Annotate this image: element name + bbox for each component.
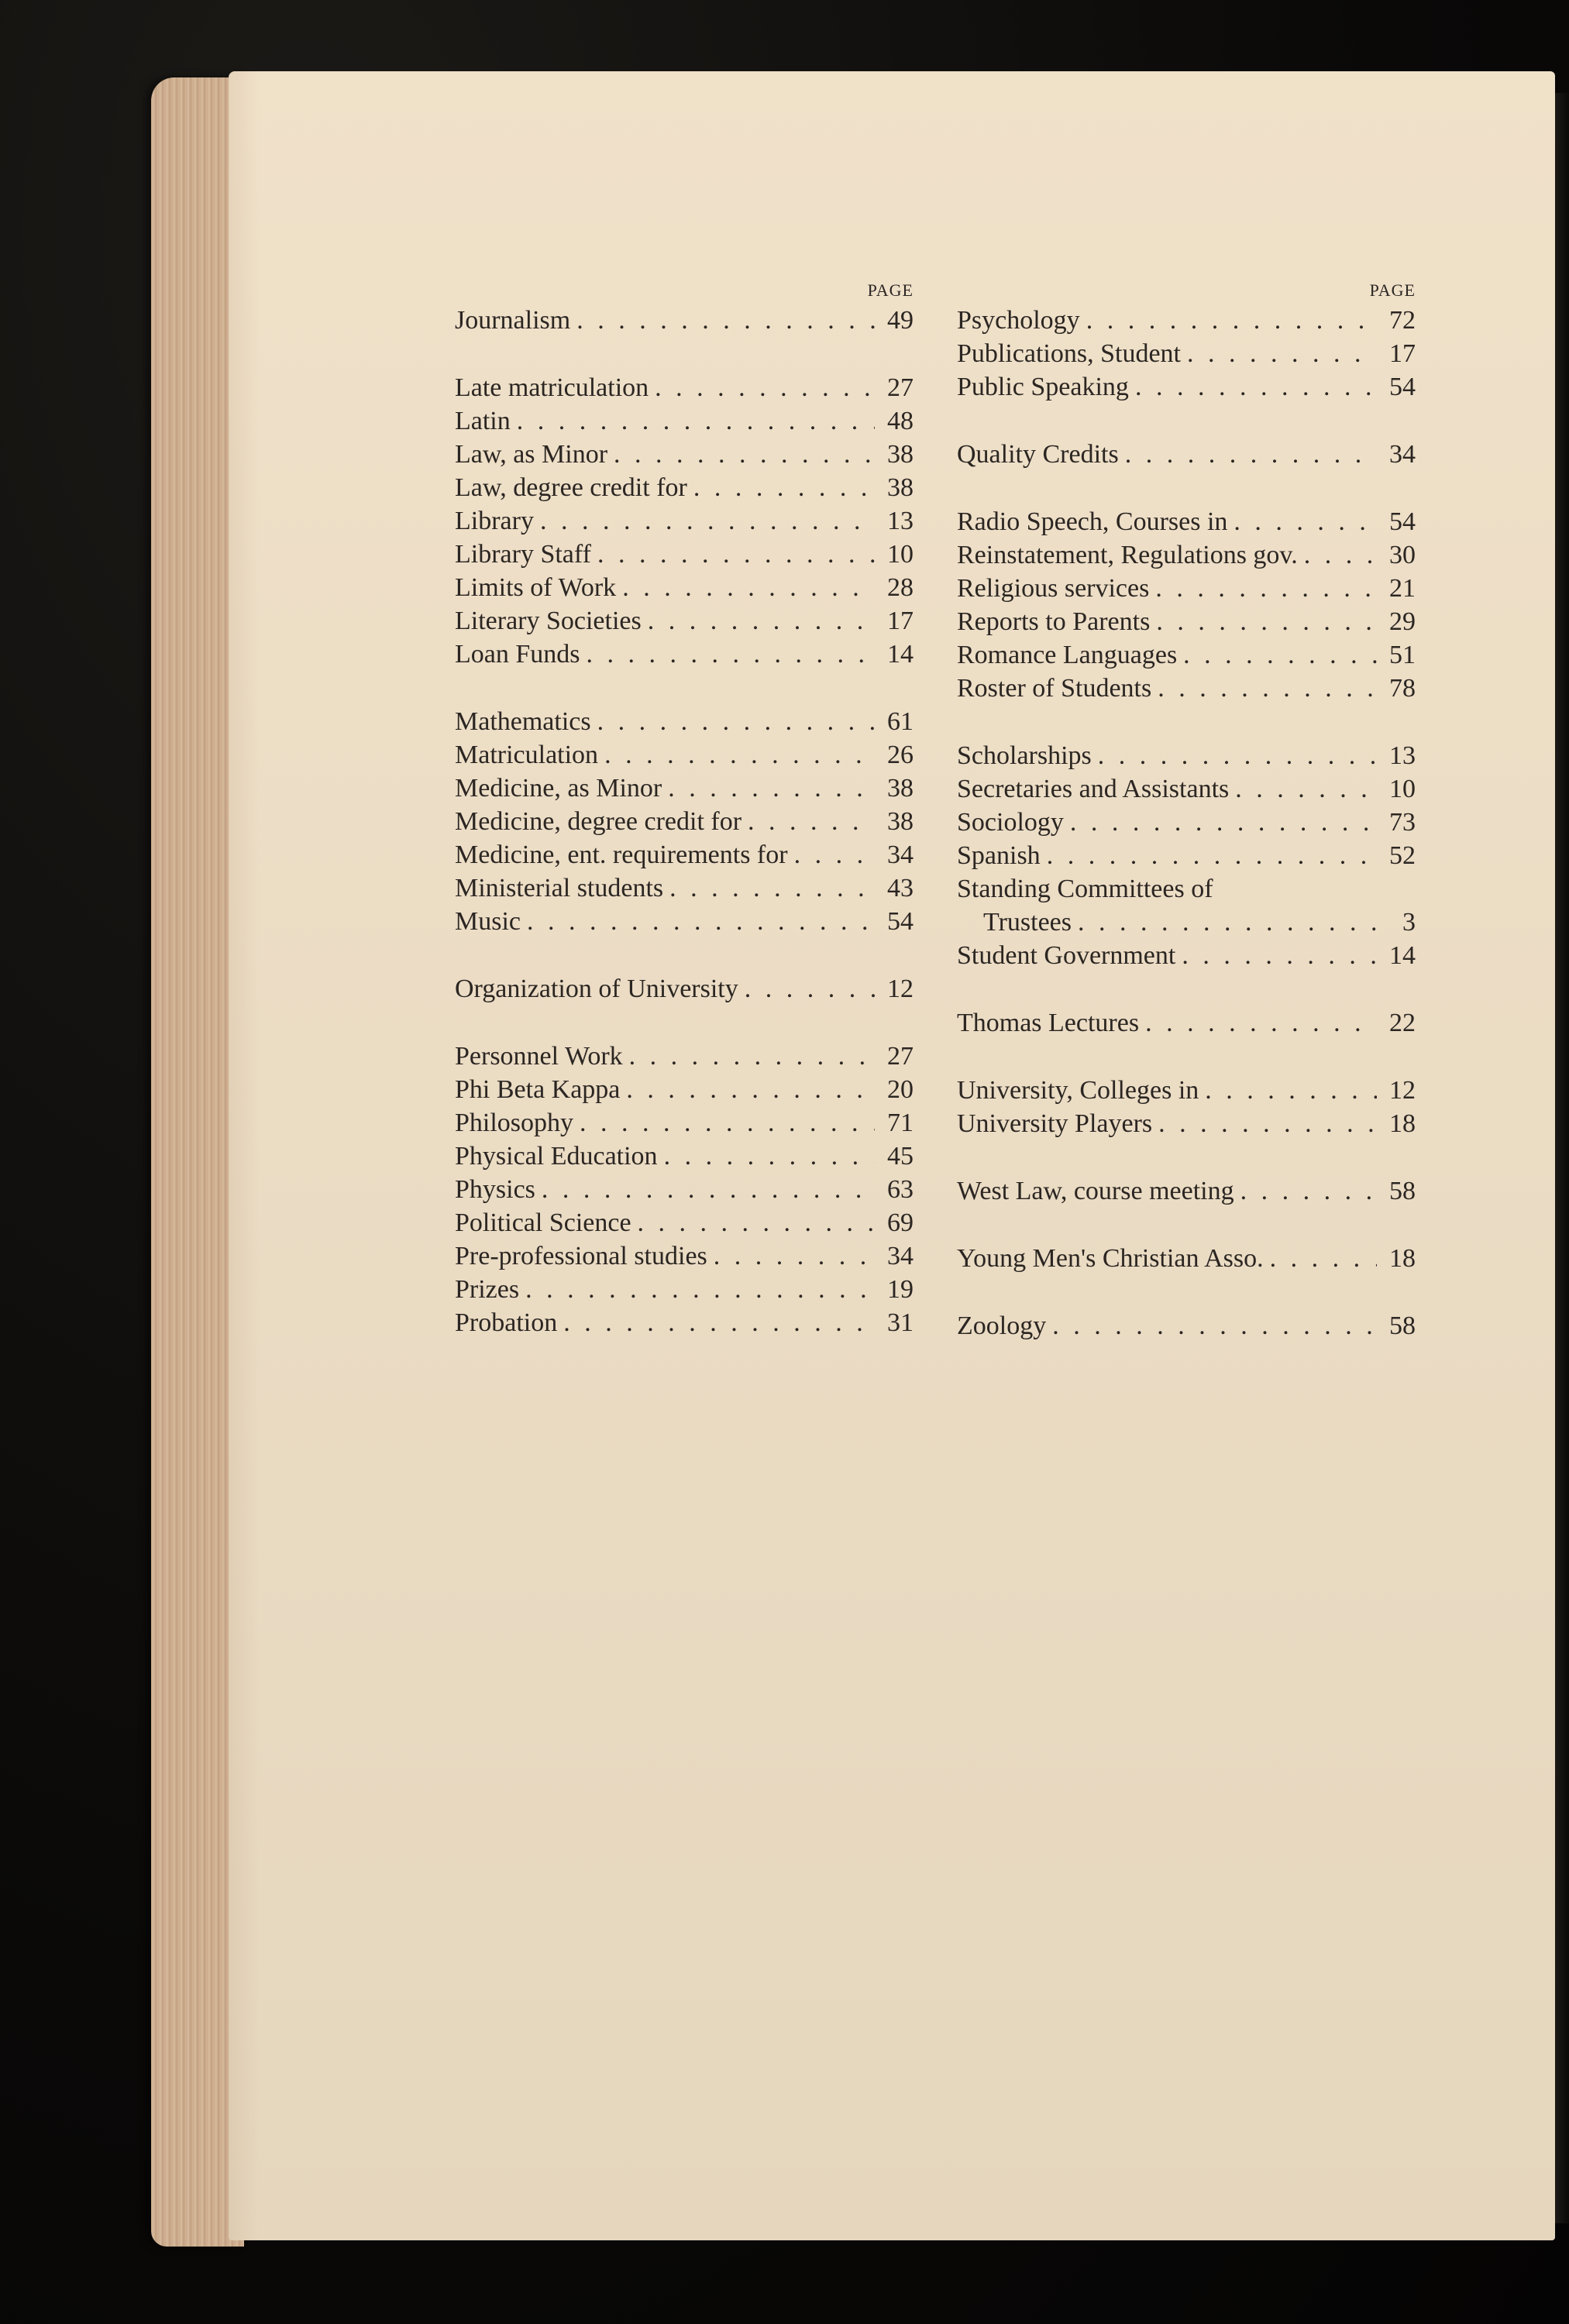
index-entry (455, 1306, 914, 1339)
index-entry-page: 71 (887, 1109, 914, 1137)
leader-dots (1072, 906, 1377, 939)
index-gap (455, 337, 914, 371)
leader-dots (1264, 1242, 1377, 1275)
index-entry-page: 12 (1389, 1076, 1416, 1105)
index-entry-page: 34 (887, 841, 914, 869)
index-entry (455, 1073, 914, 1106)
index-gap (957, 1208, 1416, 1242)
leader-dots (1149, 572, 1377, 605)
leader-dots (1298, 538, 1377, 572)
index-entry-label: Late matriculation (455, 373, 649, 402)
leader-dots (623, 1040, 875, 1073)
leader-dots (521, 905, 875, 938)
index-column-right (957, 279, 1416, 1342)
index-entry-page: 10 (1389, 775, 1416, 803)
index-entry (957, 839, 1416, 872)
index-entry-label: Literary Societies (455, 607, 642, 635)
index-entry (455, 604, 914, 638)
index-entry (455, 638, 914, 671)
leader-dots (1177, 638, 1377, 672)
index-entry (455, 1040, 914, 1073)
index-entry-label: Political Science (455, 1208, 631, 1237)
index-entry (455, 705, 914, 738)
index-entry (455, 738, 914, 772)
index-entry-label: Journalism (455, 306, 571, 335)
index-entry-page: 73 (1389, 808, 1416, 837)
leader-dots (1151, 672, 1377, 705)
leader-dots (607, 438, 875, 471)
index-entry-page: 12 (887, 975, 914, 1003)
index-gap (957, 1275, 1416, 1309)
index-entry (455, 404, 914, 438)
leader-dots (1064, 806, 1377, 839)
index-entry-page: 29 (1389, 607, 1416, 636)
leader-dots (534, 504, 875, 538)
index-entry-page: 38 (887, 440, 914, 469)
index-entry-page: 30 (1389, 541, 1416, 569)
index-entry (957, 739, 1416, 772)
index-entry-label: Romance Languages (957, 641, 1178, 669)
index-entry-page: 45 (887, 1142, 914, 1171)
leader-dots (1092, 739, 1377, 772)
leader-dots (591, 538, 875, 571)
index-entry (957, 638, 1416, 672)
leader-dots (591, 705, 875, 738)
index-entry (957, 906, 1416, 939)
index-entry-page: 38 (887, 807, 914, 836)
index-list-left (455, 304, 914, 1339)
index-entry (455, 1273, 914, 1306)
index-entry-label: Pre-professional studies (455, 1242, 707, 1270)
index-gap (455, 671, 914, 705)
index-entry (957, 1174, 1416, 1208)
index-entry-page: 69 (887, 1208, 914, 1237)
index-entry (455, 538, 914, 571)
index-entry-page: 14 (887, 640, 914, 669)
index-entry-page: 31 (887, 1308, 914, 1337)
index-gap (957, 404, 1416, 438)
leader-dots (1199, 1074, 1377, 1107)
index-entry-label: Library Staff (455, 540, 591, 569)
index-entry-page: 72 (1389, 306, 1416, 335)
index-entry-page: 18 (1389, 1109, 1416, 1138)
index-entry (455, 1106, 914, 1140)
index-entry-page: 3 (1402, 908, 1416, 937)
leader-dots (535, 1173, 875, 1206)
leader-dots (1150, 605, 1377, 638)
index-entry-label: Radio Speech, Courses in (957, 507, 1228, 536)
leader-dots (738, 972, 875, 1006)
index-entry-label: Library (455, 507, 534, 535)
index-gap (957, 705, 1416, 739)
leader-dots (580, 638, 876, 671)
index-entry-page: 58 (1389, 1312, 1416, 1340)
index-entry (455, 1173, 914, 1206)
index-entry (455, 871, 914, 905)
leader-dots (631, 1206, 875, 1239)
index-entry (957, 939, 1416, 972)
leader-dots (573, 1106, 875, 1140)
index-entry (957, 337, 1416, 370)
index-entry-label: Medicine, degree credit for (455, 807, 742, 836)
leader-dots (1181, 337, 1377, 370)
index-entry-label: Law, degree credit for (455, 473, 687, 502)
index-entry-label: Mathematics (455, 707, 591, 736)
index-entry-page: 17 (887, 607, 914, 635)
page-column-header: PAGE (1369, 280, 1416, 300)
index-entry-page: 63 (887, 1175, 914, 1204)
index-entry-label: Prizes (455, 1275, 520, 1304)
index-entry-page: 13 (1389, 741, 1416, 770)
index-entry-page: 48 (887, 407, 914, 435)
index-entry-page: 52 (1389, 841, 1416, 870)
index-entry (957, 872, 1416, 906)
index-gap (957, 1040, 1416, 1074)
index-entry-label: Limits of Work (455, 573, 617, 602)
index-entry-label: Standing Committees of (957, 875, 1213, 903)
leader-dots (642, 604, 875, 638)
index-gap (957, 1140, 1416, 1174)
index-entry-page: 34 (1389, 440, 1416, 469)
index-entry-label: Physics (455, 1175, 535, 1204)
index-entry (455, 438, 914, 471)
index-entry-label: West Law, course meeting (957, 1177, 1234, 1205)
index-entry-label: Latin (455, 407, 511, 435)
index-entry (957, 304, 1416, 337)
index-entry-label: Secretaries and Assistants (957, 775, 1230, 803)
index-entry-label: Zoology (957, 1312, 1047, 1340)
index-entry-page: 13 (887, 507, 914, 535)
index-entry-label: Music (455, 907, 521, 936)
index-entry-page: 38 (887, 473, 914, 502)
leader-dots (788, 838, 875, 871)
index-entry-label: Personnel Work (455, 1042, 623, 1071)
index-entry-label: Probation (455, 1308, 558, 1337)
index-entry-page: 14 (1389, 941, 1416, 970)
leader-dots (1119, 438, 1377, 471)
leader-dots (1041, 839, 1377, 872)
index-entry (957, 806, 1416, 839)
leader-dots (663, 871, 875, 905)
index-gap (455, 938, 914, 972)
index-entry-page: 10 (887, 540, 914, 569)
index-list-right (957, 304, 1416, 1342)
index-entry-label: Sociology (957, 808, 1064, 837)
leader-dots (1234, 1174, 1377, 1208)
index-entry-label: Philosophy (455, 1109, 574, 1137)
index-entry-page: 54 (887, 907, 914, 936)
index-entry-page: 49 (887, 306, 914, 335)
leader-dots (1046, 1309, 1377, 1342)
index-entry (455, 1239, 914, 1273)
leader-dots (557, 1306, 875, 1339)
leader-dots (1175, 939, 1377, 972)
index-entry-page: 78 (1389, 674, 1416, 703)
index-entry-page: 34 (887, 1242, 914, 1270)
leader-dots (658, 1140, 875, 1173)
index-entry (957, 1006, 1416, 1040)
index-entry-label: Publications, Student (957, 339, 1181, 368)
index-entry-label: Loan Funds (455, 640, 580, 669)
index-entry (957, 1107, 1416, 1140)
index-entry (455, 504, 914, 538)
leader-dots (616, 571, 875, 604)
index-entry-page: 58 (1389, 1177, 1416, 1205)
index-entry-page: 38 (887, 774, 914, 803)
index-entry-label: Reports to Parents (957, 607, 1151, 636)
index-entry (957, 1242, 1416, 1275)
index-entry-page: 17 (1389, 339, 1416, 368)
index-entry (455, 371, 914, 404)
leader-dots (741, 805, 875, 838)
index-entry-page: 43 (887, 874, 914, 902)
index-gap (957, 471, 1416, 505)
leader-dots (598, 738, 875, 772)
index-entry-label: University Players (957, 1109, 1153, 1138)
index-gap (455, 1006, 914, 1040)
leader-dots (519, 1273, 875, 1306)
index-entry-page: 51 (1389, 641, 1416, 669)
index-entry (957, 772, 1416, 806)
leader-dots (620, 1073, 875, 1106)
index-entry (455, 1206, 914, 1239)
index-entry-label: Ministerial students (455, 874, 664, 902)
index-entry (957, 538, 1416, 572)
leader-dots (1139, 1006, 1377, 1040)
index-entry-label: Psychology (957, 306, 1080, 335)
index-entry (455, 1140, 914, 1173)
index-entry (455, 772, 914, 805)
index-entry-label: Quality Credits (957, 440, 1119, 469)
index-entry-label: Organization of University (455, 975, 738, 1003)
index-entry-label: Young Men's Christian Asso. (957, 1244, 1264, 1273)
leader-dots (1129, 370, 1377, 404)
index-entry-page: 54 (1389, 373, 1416, 401)
index-entry-label: Medicine, ent. requirements for (455, 841, 788, 869)
leader-dots (570, 304, 875, 337)
index-entry-label: Thomas Lectures (957, 1009, 1140, 1037)
leader-dots (1080, 304, 1377, 337)
index-entry (455, 905, 914, 938)
index-entry (957, 438, 1416, 471)
index-entry-label: Physical Education (455, 1142, 658, 1171)
index-entry (957, 572, 1416, 605)
index-entry-label: Law, as Minor (455, 440, 608, 469)
leader-dots (687, 471, 875, 504)
leader-dots (707, 1239, 875, 1273)
index-entry (455, 304, 914, 337)
index-entry-page: 26 (887, 741, 914, 769)
leader-dots (1227, 505, 1377, 538)
index-entry (957, 672, 1416, 705)
leader-dots (649, 371, 875, 404)
leader-dots (1229, 772, 1377, 806)
index-entry-page: 21 (1389, 574, 1416, 603)
index-entry-page: 27 (887, 1042, 914, 1071)
index-entry-page: 20 (887, 1075, 914, 1104)
page-column-header: PAGE (867, 280, 914, 300)
index-entry-label: Roster of Students (957, 674, 1152, 703)
index-entry-label: Religious services (957, 574, 1150, 603)
index-entry-label: Reinstatement, Regulations gov. (957, 541, 1298, 569)
index-entry-label: Spanish (957, 841, 1041, 870)
index-entry (957, 370, 1416, 404)
index-entry-label: Student Government (957, 941, 1176, 970)
index-entry-label: Scholarships (957, 741, 1092, 770)
index-entry-label: Phi Beta Kappa (455, 1075, 621, 1104)
index-entry (455, 838, 914, 871)
index-entry (957, 1309, 1416, 1342)
index-entry (957, 605, 1416, 638)
leader-dots (1152, 1107, 1377, 1140)
index-entry-page: 18 (1389, 1244, 1416, 1273)
index-entry (455, 571, 914, 604)
index-entry (455, 972, 914, 1006)
index-column-left (455, 279, 914, 1339)
index-entry (957, 505, 1416, 538)
leader-dots (511, 404, 875, 438)
index-entry-label: Matriculation (455, 741, 599, 769)
index-entry-page: 19 (887, 1275, 914, 1304)
index-entry (455, 805, 914, 838)
index-entry-page: 27 (887, 373, 914, 402)
index-entry-page: 28 (887, 573, 914, 602)
index-entry-label: Trustees (983, 908, 1072, 937)
index-entry-page: 22 (1389, 1009, 1416, 1037)
index-entry (455, 471, 914, 504)
index-entry-page: 54 (1389, 507, 1416, 536)
index-entry-label: Public Speaking (957, 373, 1129, 401)
index-entry-label: Medicine, as Minor (455, 774, 662, 803)
index-gap (957, 972, 1416, 1006)
index-entry-page: 61 (887, 707, 914, 736)
index-entry-label: University, Colleges in (957, 1076, 1199, 1105)
leader-dots (662, 772, 875, 805)
index-entry (957, 1074, 1416, 1107)
